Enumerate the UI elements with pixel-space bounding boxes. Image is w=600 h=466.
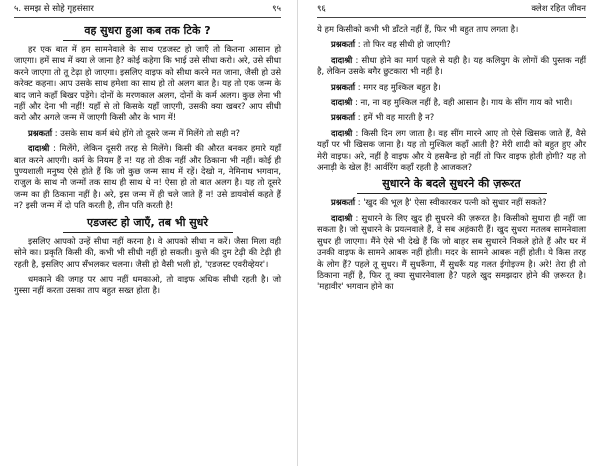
right-answer-1 [317,55,586,78]
speaker-label: दादाश्री [331,212,353,223]
question-text: : उसके साथ कर्म बंधे होंगे तो दूसरे जन्म में मिलेंगे तो सही न? [54,127,240,138]
left-paragraph-2: इसलिए आपको उन्हें सीधा नहीं करना है। वे आपको सीधा न करें। जैसा मिला वही सोने का। प्रकृति किसी की, कभी भी सीधी नहीं हो सकती। कुत्ते की दुम टेढ़ी की टेढ़ी ही रहती है, इसलिए आप सँभलकर चलना। जैसी हो वैसी भली हो, 'एडजस्ट एवरीव्हेयर'। [14,235,281,269]
question-text: : मगर वह मुश्किल बहुत है। [357,81,441,92]
right-question-2 [317,82,586,93]
title-underline [63,232,233,233]
answer-text: : किसी दिन लग जाता है। वह सींग मारने आए तो ऐसे खिसक जाते हैं, वैसे यहाँ पर भी खिसक जाना है। यह तो मुश्किल कहाँ आती है? मेरी शादी को बहुत हुए और मेरी वाइफ। अरे, नहीं है वाइफ और ये हसबैन्ड हो नहीं तो फिर वाइफ होती होगी? यह तो अनाड़ी के खेल हैं! आर्वरिंग कहाँ रहती है आजकल? [317,127,586,173]
right-running-head [317,4,586,18]
speaker-label: दादाश्री [28,143,50,154]
question-text: : 'खुद की भूल है' ऐसा स्वीकारकर पत्नी को सुधार नहीं सकते? [357,197,547,208]
left-paragraph-1: हर एक बात में हम सामनेवाले के साथ एडजस्ट हो जाएँ तो कितना आसान हो जाएगा। हमें साथ में क्या ले जाना है? कोई कहेगा कि भाई उसे सीधा करो। अरे, उसे सीधा करने जाएगा तो तू टेढ़ा हो जाएगा। इसलिए वाइफ को सीधा करने मत जाना, जैसी हो उसे करेक्ट कहना। आप उसके साथ हमेशा का साथ हो तो अलग बात है। यह तो एक जन्म के बाद जाने कहाँ बिखर पड़ेंगे। दोनों के मरणकाल अलग, दोनों के कर्म अलग। कुछ लेना भी नहीं और देना भी नहीं! यहाँ से तो किसके यहाँ जाएगी, उसकी क्या खबर? आप सीधी करो और अगले जन्म में जाएगी किसी और के भाग में! [14,44,281,123]
right-answer-3 [317,128,586,174]
title-underline [63,40,233,41]
speaker-label: दादाश्री [331,54,353,65]
speaker-label: प्रश्नकर्ता [331,81,356,92]
speaker-label: प्रश्नकर्ता [331,112,356,123]
answer-text: : सीधा होने का मार्ग पहले से यही है। यह कलियुग के लोगों की पुस्तक नहीं है, लेकिन उसके बगैर छुटकारा भी नहीं है। [317,54,586,77]
speaker-label: प्रश्नकर्ता [331,197,356,208]
question-text: : तो फिर वह सीधी हो जाएगी? [357,39,451,50]
left-page [0,0,291,466]
speaker-label: प्रश्नकर्ता [28,127,53,138]
right-question-4 [317,197,586,208]
left-question-1 [14,128,281,139]
left-running-head [14,4,281,18]
page-gutter [297,0,298,466]
right-book-title: क्लेश रहित जीवन [531,4,586,14]
answer-text: : मिलेंगे, लेकिन दूसरी तरह से मिलेंगे। किसी की औरत बनकर हमारे यहाँ बात करने आएगी। कर्म के नियम हैं न! यह तो ठीक नहीं और ठिकाना भी नहीं। कोई ही पुण्यशाली मनुष्य ऐसे होते हैं कि जो कुछ जन्म साथ में रहें। देखो न, नेमिनाथ भगवान, राजुल के साथ नौ जन्मों तक साथ ही साथ थे न! ऐसा हो तो बात अलग है। यह तो दूसरे जन्म का ही ठिकाना नहीं है। अरे, इस जन्म में ही चले जाते हैं न! उसे डायवोर्स कहते हैं न? इसी जन्म में दो पति करती है, तीन पति करती है! [14,143,281,211]
left-answer-1 [14,143,281,211]
speaker-label: दादाश्री [331,97,353,108]
right-question-1 [317,39,586,50]
answer-text: : सुधारने के लिए खुद ही सुधरने की ज़रूरत है। किसीको सुधारा ही नहीं जा सकता है। जो सुधारने के प्रयत्नवाले हैं, वे सब अहंकारी हैं। खुद सुधरा मतलब सामनेवाला सुधर ही जाएगा। मैंने ऐसे भी देखे हैं कि जो बाहर सब सुधारने निकले होते हैं और घर में उनकी वाइफ के सामने आबरू नहीं होती। मदर के सामने आबरू नहीं होती। ये किस तरह के लोग हैं? पहले तू सुधर। मैं सुधरूँगा, मैं सुधरूँ यह गलत ईगोइज्म है। अरे! तेरा ही तो ठिकाना नहीं है, फिर तू क्या सुधारनेवाला है? पहले खुद समझदार होने की ज़रूरत है। 'महावीर' भगवान होने का [317,212,586,292]
speaker-label: दादाश्री [331,127,353,138]
right-question-3 [317,112,586,123]
right-answer-4 [317,213,586,293]
right-section-title [317,177,586,194]
question-text: : हमें भी वह मारती है न? [357,112,435,123]
section-title-text: सुधारने के बदले सुधरने की ज़रूरत [382,177,521,191]
speaker-label: प्रश्नकर्ता [331,39,356,50]
left-section-title-2 [14,216,281,233]
left-chapter-title: ५. समझ से सोहे गृहसंसार [14,4,94,14]
section-title-text: एडजस्ट हो जाएँ, तब भी सुधरे [87,215,208,229]
right-page-number: ९६ [317,4,326,14]
left-section-title-1 [14,24,281,41]
section-title-text: वह सुधरा हुआ कब तक टिके ? [84,24,211,37]
right-answer-2 [317,97,586,108]
left-page-number: ९५ [272,4,281,14]
left-paragraph-3: धमकाने की जगह पर आप नहीं धमकाओ, तो वाइफ अधिक सीधी रहती है। जो गुस्सा नहीं करता उसका ताप बहुत सख्त होता है। [14,273,281,296]
right-paragraph-1: ये हम किसीको कभी भी डाँटते नहीं हैं, फिर भी बहुत ताप लगता है। [317,24,519,34]
title-underline [357,193,547,194]
answer-text: : ना, ना वह मुश्किल नहीं है, वही आसान है। गाय के सींग गाय को भारी। [355,97,573,108]
right-page [305,0,600,466]
